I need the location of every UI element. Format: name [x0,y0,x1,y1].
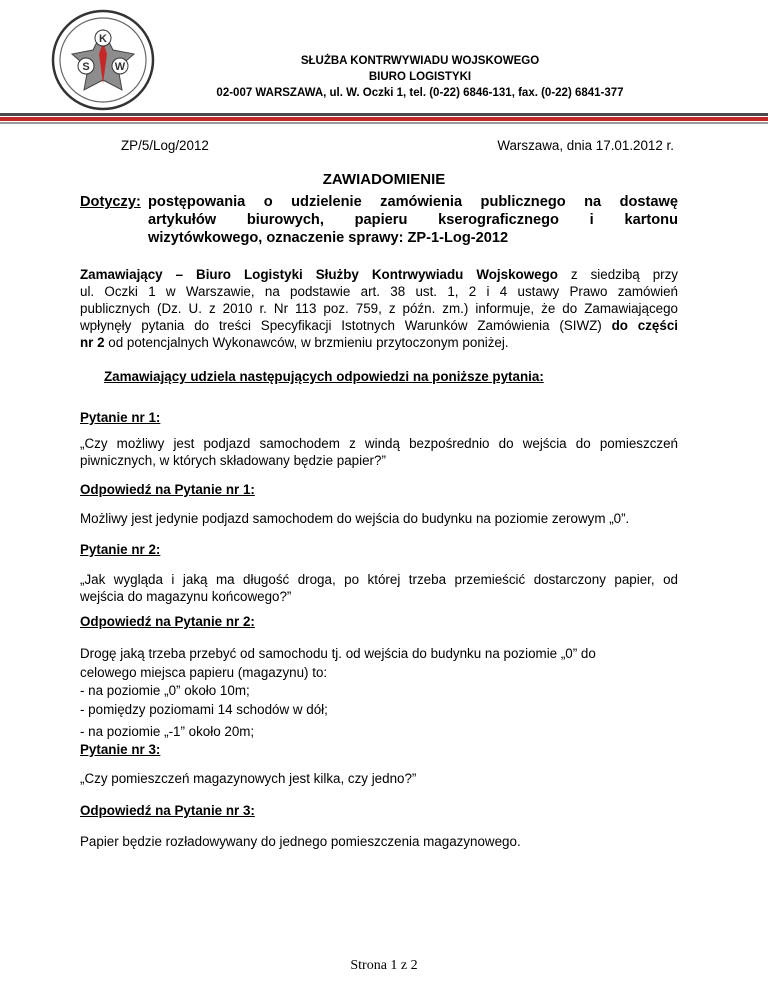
office-name: BIURO LOGISTYKI [368,71,472,83]
question-2-line-2: wejścia do magazynu końcowego?” [80,589,292,604]
logo-letter-s: S [82,61,90,73]
header-band-red [0,117,768,121]
reference-number: ZP/5/Log/2012 [121,138,209,153]
logo-emblem [50,8,156,112]
header-band-gray [0,122,768,124]
question-1-heading: Pytanie nr 1: [80,410,161,425]
intro-line-1: Zamawiający – Biuro Logistyki Służby Kontrwywiadu Wojskowego z siedzibą przy [80,267,678,282]
answer-2-line-1: Drogę jaką trzeba przebyć od samochodu tj. od wejścia do budynku na poziomie „0” do [80,646,596,661]
answer-2-heading: Odpowiedź na Pytanie nr 2: [80,614,255,629]
page-number: Strona 1 z 2 [350,958,418,973]
answer-2-line-3: - na poziomie „0” około 10m; [80,683,250,698]
question-1-text [80,435,678,469]
question-3-text: „Czy pomieszczeń magazynowych jest kilka, czy jedno?” [80,771,417,786]
logo-letter-k: K [99,33,107,45]
answer-3-heading: Odpowiedź na Pytanie nr 3: [80,803,255,818]
intro-line-4: wpłynęły pytania do treści Specyfikacji Istotnych Warunków Zamówienia (SIWZ) do części [80,318,678,333]
place-date: Warszawa, dnia 17.01.2012 r. [497,138,674,153]
answer-1-heading: Odpowiedź na Pytanie nr 1: [80,482,255,497]
intro-paragraph [80,266,678,351]
answer-2-text [80,645,596,742]
question-2-line-1: „Jak wygląda i jaką ma długość droga, po której trzeba przemieścić dostarczony papier, od [80,572,678,587]
subject-line-3: wizytówkowego, oznaczenie sprawy: ZP-1-Log-2012 [148,230,509,246]
answer-2-line-2: celowego miejsca papieru (magazynu) to: [80,664,328,680]
answer-2-line-4: - pomiędzy poziomami 14 schodów w dół; [80,701,328,717]
question-2-text [80,571,678,605]
header-band-dark [0,113,768,116]
office-address: 02-007 WARSZAWA, ul. W. Oczki 1, tel. (0-22) 6846-131, fax. (0-22) 6841-377 [216,87,624,99]
subject-label: Dotyczy: [80,194,141,210]
logo-letter-w: W [114,61,126,73]
subject-line-1: postępowania o udzielenie zamówienia publicznego na dostawę [148,194,678,210]
intro-line-5: nr 2 od potencjalnych Wykonawców, w brzmieniu przytoczonym poniżej. [80,335,509,350]
document-title: ZAWIADOMIENIE [322,171,446,188]
intro-line-2: ul. Oczki 1 w Warszawie, na podstawie art. 38 ust. 1, 2 i 4 ustawy Prawo zamówień [80,284,678,299]
intro-line-3: publicznych (Dz. U. z 2010 r. Nr 113 poz. 759, z późn. zm.) informuje, że do Zamawiającego [80,301,678,316]
question-3-heading: Pytanie nr 3: [80,742,161,757]
answer-3-text: Papier będzie rozładowywany do jednego pomieszczenia magazynowego. [80,834,521,849]
subject-text [148,193,678,247]
org-name: SŁUŻBA KONTRWYWIADU WOJSKOWEGO [300,55,540,67]
question-1-line-2: piwnicznych, w których składowany będzie papier?” [80,453,386,468]
answer-2-line-5: - na poziomie „-1” około 20m; [80,724,255,739]
question-1-line-1: „Czy możliwy jest podjazd samochodem z windą bezpośrednio do wejścia do pomieszczeń [80,436,678,451]
answers-heading: Zamawiający udziela następujących odpowiedzi na poniższe pytania: [104,369,544,384]
subject-line-2: artykułów biurowych, papieru kserograficznego i kartonu [148,212,678,228]
answer-1-text: Możliwy jest jedynie podjazd samochodem do wejścia do budynku na poziomie zerowym „0”. [80,511,630,526]
question-2-heading: Pytanie nr 2: [80,542,161,557]
